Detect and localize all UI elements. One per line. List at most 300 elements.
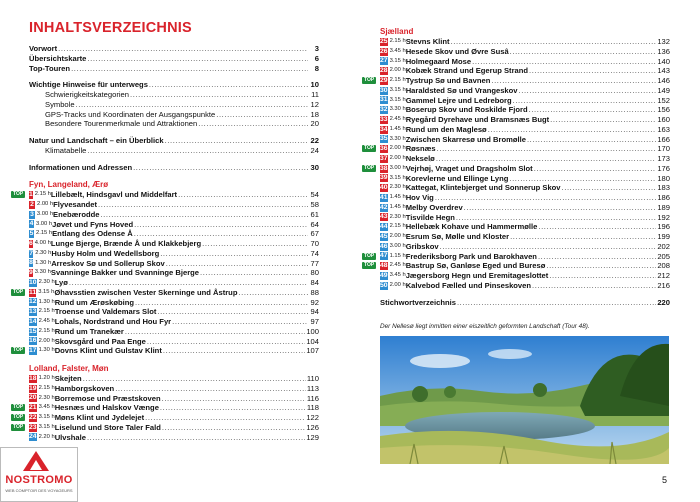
tour-duration: 3.30 h [389, 106, 406, 113]
leader-dots [162, 394, 306, 404]
tour-number: 40 [380, 184, 388, 192]
tour-name: Nekselø [405, 154, 435, 163]
tour-entry[interactable] [29, 239, 319, 249]
tour-number: 35 [380, 135, 388, 143]
leader-dots [58, 44, 308, 54]
tour-entry[interactable] [380, 105, 670, 115]
top-badge: TOP [13, 347, 24, 354]
tour-entry[interactable] [380, 96, 670, 106]
tour-entry[interactable] [380, 232, 670, 242]
tour-duration: 1.45 h [389, 194, 406, 200]
leader-dots [451, 37, 657, 47]
spacer [29, 73, 319, 80]
tour-entry[interactable] [380, 213, 670, 223]
tour-name: Vejrhøj, Vraget und Dragsholm Slot [405, 163, 533, 173]
tour-duration: 3.00 h [35, 220, 53, 227]
tour-page: 77 [310, 258, 319, 268]
leader-dots [437, 144, 657, 154]
tour-name: Troense und Valdemars Slot [54, 307, 157, 317]
tour-number: 34 [380, 125, 388, 133]
tour-page: 212 [657, 271, 670, 280]
top-badge: TOP [13, 288, 24, 295]
tour-duration: 3.30 h [389, 135, 406, 142]
tour-duration: 3.30 h [34, 269, 51, 276]
leader-dots [550, 115, 656, 125]
tour-page: 163 [657, 124, 670, 134]
toc-entry-label: GPS-Tracks und Koordinaten der Ausgangspunkte [45, 109, 216, 119]
tour-duration: 3.15 h [389, 96, 406, 103]
toc-entry-label: Informationen und Adressen [29, 162, 133, 172]
tour-number: 9 [29, 269, 33, 277]
leader-dots [135, 298, 308, 308]
tour-entry[interactable] [29, 220, 319, 230]
toc-entry[interactable] [29, 136, 319, 146]
tour-name: Enebærodde [53, 209, 100, 219]
tour-duration: 1.30 h [35, 259, 52, 266]
tour-name: Zwischen Skarresø und Bromølle [405, 134, 526, 144]
tour-number: 48 [380, 262, 388, 270]
tour-duration: 3.15 h [38, 288, 55, 295]
leader-dots [87, 54, 308, 64]
tour-page: 97 [310, 317, 319, 326]
tour-entry[interactable] [380, 115, 670, 125]
tour-number: 41 [380, 193, 388, 201]
top-badge: TOP [364, 164, 375, 171]
tour-number: 4 [29, 220, 34, 228]
tour-duration: 2.00 h [389, 67, 406, 74]
toc-entry[interactable] [29, 80, 319, 90]
tour-name: Lohals, Nordstrand und Hou Fyr [54, 317, 172, 326]
tour-number: 27 [380, 57, 388, 65]
leader-dots [149, 80, 308, 90]
leader-dots [562, 183, 657, 193]
tour-entry[interactable] [29, 384, 319, 394]
tour-entry[interactable] [380, 86, 670, 96]
tour-number: 39 [380, 174, 388, 182]
tour-entry[interactable] [29, 374, 319, 384]
tour-name: Øhavsstien zwischen Vester Skerninge und Åstrup [54, 287, 238, 297]
toc-entry-label: Übersichtskarte [29, 53, 87, 63]
tour-name: Bastrup Sø, Ganløse Eged und Buresø [405, 261, 546, 271]
tour-entry[interactable] [29, 229, 319, 239]
logo-brand: NOSTROMO [5, 474, 73, 486]
tour-name: Hesede Skov und Øvre Susâ [405, 46, 509, 56]
tour-entry[interactable] [380, 66, 670, 76]
tour-number: 46 [380, 242, 388, 250]
tour-name: Gammel Lejre und Ledreborg [405, 95, 512, 105]
tour-page: 136 [657, 46, 670, 56]
leader-dots [216, 110, 308, 120]
tour-entry[interactable] [29, 317, 319, 327]
toc-entry-label: Besondere Tourenmerkmale und Attraktionen [45, 119, 198, 129]
tour-page: 152 [657, 95, 670, 105]
leader-dots [491, 76, 656, 86]
tour-entry[interactable] [364, 261, 670, 271]
leader-dots [160, 249, 308, 259]
tour-duration: 3.00 h [389, 164, 406, 171]
tour-entry[interactable] [29, 268, 319, 278]
tour-entry[interactable] [380, 125, 670, 135]
tour-page: 80 [310, 268, 319, 278]
toc-entry-page: 22 [310, 136, 319, 145]
leader-dots [115, 384, 306, 394]
tour-entry[interactable] [380, 174, 670, 184]
leader-dots [510, 232, 656, 242]
toc-entry-page: 30 [310, 162, 319, 172]
tour-duration: 2.30 h [389, 213, 406, 220]
tour-page: 67 [310, 229, 319, 239]
tour-page: 140 [657, 56, 670, 66]
tour-name: Dovns Klint und Gulstav Klint [54, 346, 162, 356]
tour-number: 50 [380, 281, 388, 289]
leader-dots [147, 337, 305, 347]
tour-name: Jægersborg Hegn und Eremitageslottet [405, 271, 549, 280]
tour-entry[interactable] [380, 242, 670, 252]
tour-entry[interactable] [13, 346, 319, 356]
tour-entry[interactable] [380, 271, 670, 281]
tour-number: 16 [29, 337, 37, 345]
toc-entry-page: 18 [310, 109, 319, 119]
tour-duration: 2.20 h [38, 433, 55, 440]
leader-dots [198, 119, 308, 129]
tour-entry[interactable] [29, 259, 319, 269]
tour-name: Holmegaard Mose [405, 56, 472, 66]
tour-duration: 1.45 h [389, 203, 406, 210]
spacer [29, 172, 319, 179]
leader-dots [134, 220, 308, 230]
tour-name: Melby Overdrev [405, 202, 463, 212]
tour-entry[interactable] [380, 47, 670, 57]
tour-entry[interactable] [380, 203, 670, 213]
tour-entry[interactable] [380, 57, 670, 67]
leader-dots [534, 164, 657, 174]
tour-name: Røsnæs [405, 144, 436, 154]
toc-entry[interactable] [29, 100, 319, 110]
tour-name: Ryegård Dyrehave und Bramsnæs Bugt [405, 115, 550, 124]
leader-dots [509, 174, 656, 184]
tour-number: 8 [29, 259, 33, 267]
tour-name: Gribskov [405, 241, 439, 251]
tour-page: 104 [306, 336, 319, 346]
top-badge: TOP [364, 262, 375, 269]
tour-duration: 3.15 h [38, 414, 55, 420]
toc-entry-label: Stichwortverzeichnis [380, 297, 456, 307]
tour-name: Hov Vig [405, 193, 434, 202]
toc-entry[interactable] [29, 119, 319, 129]
tour-page: 143 [657, 66, 670, 76]
tour-number: 2 [30, 200, 34, 208]
tour-entry[interactable] [29, 337, 319, 347]
tour-page: 54 [310, 190, 319, 200]
tour-entry[interactable] [29, 394, 319, 404]
tour-page: 94 [310, 307, 319, 317]
tour-duration: 2.15 h [38, 308, 55, 315]
tour-entry[interactable] [29, 200, 319, 210]
nostromo-logo [0, 447, 78, 502]
tour-duration: 2.00 h [38, 337, 55, 344]
tour-page: 58 [310, 200, 319, 209]
leader-dots [529, 66, 656, 76]
section-heading: Lolland, Falster, Møn [29, 364, 109, 373]
tour-name: Boserup Skov und Roskilde Fjord [405, 105, 528, 115]
tour-number: 44 [380, 223, 388, 231]
tour-name: Jøvet und Fyns Hoved [52, 219, 134, 229]
toc-entry[interactable] [29, 64, 319, 74]
toc-entry-page: 6 [314, 53, 319, 63]
toc-entry-label: Schwierigkeitskategorien [45, 90, 129, 99]
tour-entry[interactable] [13, 190, 319, 200]
tour-name: Ulvshale [54, 432, 86, 442]
tour-name: Borremose und Præstskoven [54, 393, 161, 403]
tour-number: 1 [29, 191, 33, 199]
tour-entry[interactable] [29, 327, 319, 337]
tour-duration: 3.45 h [38, 404, 55, 411]
tour-name: Frederiksborg Park und Barokhaven [405, 251, 537, 261]
toc-entry[interactable] [29, 44, 319, 54]
leader-dots [100, 210, 308, 220]
tour-duration: 3.15 h [38, 423, 55, 430]
tour-duration: 1.15 h [389, 252, 406, 259]
toc-entry-page: 12 [310, 99, 319, 109]
tour-page: 84 [310, 278, 319, 287]
tour-duration: 2.15 h [389, 223, 406, 230]
tour-duration: 2.00 h [389, 281, 406, 288]
leader-dots [519, 86, 657, 96]
toc-entry-page: 8 [314, 63, 319, 73]
logo-subtitle: WEB COMPTOIR DES VOYAGEURS [5, 488, 73, 493]
tour-entry[interactable] [13, 413, 319, 423]
tour-duration: 2.30 h [38, 279, 55, 285]
tour-name: Skejten [54, 374, 82, 383]
leader-dots [488, 125, 657, 135]
tour-number: 49 [380, 271, 388, 279]
toc-entry-page: 20 [310, 119, 319, 129]
leader-dots [472, 57, 656, 67]
toc-entry[interactable] [29, 110, 319, 120]
toc-entry-page: 24 [310, 145, 319, 155]
tour-duration: 2.00 h [389, 233, 406, 239]
spacer [29, 356, 319, 363]
tour-entry[interactable] [29, 278, 319, 288]
tour-duration: 3.00 h [36, 210, 54, 217]
tour-number: 29 [380, 76, 388, 84]
tour-number: 23 [29, 423, 37, 431]
leader-dots [76, 100, 308, 110]
tour-duration: 2.15 h [38, 384, 55, 391]
tour-duration: 2.45 h [389, 262, 406, 269]
tour-number: 26 [380, 47, 388, 55]
toc-entry-label: Wichtige Hinweise für unterwegs [29, 80, 148, 90]
tour-page: 107 [306, 346, 319, 356]
tour-entry[interactable] [13, 422, 319, 433]
tour-page: 160 [657, 115, 670, 124]
tour-page: 199 [657, 232, 670, 241]
tour-entry[interactable] [364, 163, 670, 174]
leader-dots [165, 136, 308, 146]
toc-left-column [13, 44, 319, 442]
tour-page: 186 [657, 193, 670, 202]
tour-number: 32 [380, 106, 388, 114]
leader-dots [202, 239, 308, 249]
tour-entry[interactable] [29, 433, 319, 443]
tour-name: Lillebælt, Hindsgavl und Middelfart [50, 190, 178, 200]
toc-entry[interactable] [29, 90, 319, 100]
tour-page: 116 [306, 393, 319, 403]
tour-number: 28 [380, 67, 388, 75]
tour-duration: 2.15 h [35, 230, 53, 237]
tour-entry[interactable] [364, 76, 670, 86]
tour-name: Haraldsted Sø und Vrangeskov [405, 85, 518, 95]
tour-entry[interactable] [380, 193, 670, 203]
leader-dots [160, 403, 306, 413]
tour-page: 92 [310, 297, 319, 307]
tour-duration: 2.30 h [389, 184, 406, 191]
tour-number: 6 [29, 239, 33, 247]
tour-entry[interactable] [364, 144, 670, 154]
tour-duration: 1.45 h [389, 125, 406, 132]
tour-name: Flyvesandet [53, 200, 98, 209]
toc-entry[interactable] [29, 163, 319, 173]
top-badge: TOP [364, 252, 375, 259]
leader-dots [125, 327, 305, 337]
leader-dots [510, 47, 657, 57]
leader-dots [238, 288, 308, 298]
tour-entry[interactable] [29, 298, 319, 308]
leader-dots [172, 317, 308, 327]
tour-duration: 3.45 h [389, 272, 406, 278]
tour-name: Rund um Ærøskøbing [54, 297, 134, 307]
tour-name: Husby Holm und Wedellsborg [51, 248, 160, 258]
tour-page: 129 [306, 432, 319, 442]
tour-page: 113 [306, 383, 319, 393]
leader-dots [134, 229, 308, 239]
tour-entry[interactable] [29, 210, 319, 220]
tour-entry[interactable] [13, 403, 319, 413]
tour-entry[interactable] [29, 307, 319, 317]
leader-dots [98, 200, 308, 210]
leader-dots [166, 259, 308, 269]
top-badge: TOP [13, 404, 24, 411]
tour-name: Arreskov Sø und Sollerup Skov [51, 258, 165, 268]
tour-page: 146 [657, 76, 670, 85]
tour-name: Stevns Klint [405, 37, 450, 46]
leader-dots [163, 346, 305, 356]
leader-dots [527, 135, 656, 145]
tour-number: 17 [29, 347, 37, 355]
tour-page: 88 [310, 287, 319, 297]
page-number: 5 [662, 475, 668, 485]
toc-entry-page: 3 [314, 44, 319, 53]
tour-entry[interactable] [380, 135, 670, 145]
tour-duration: 2.30 h [38, 394, 55, 401]
toc-entry-label: Klimatabelle [45, 145, 87, 155]
tour-duration: 2.00 h [37, 201, 54, 207]
toc-entry[interactable] [29, 146, 319, 156]
tour-number: 7 [29, 249, 33, 257]
tour-page: 192 [657, 212, 670, 222]
spacer [29, 156, 319, 163]
leader-dots [538, 222, 656, 232]
toc-entry[interactable] [380, 298, 670, 308]
tour-page: 64 [310, 219, 319, 229]
tour-number: 36 [380, 145, 388, 153]
tour-number: 42 [380, 203, 388, 211]
tour-page: 173 [657, 154, 670, 163]
top-badge: TOP [13, 191, 24, 198]
toc-entry-label: Vorwort [29, 44, 58, 53]
tour-page: 202 [657, 241, 670, 251]
tour-name: Kalvebod Fælled und Pinseskoven [405, 280, 532, 290]
tour-entry[interactable] [380, 222, 670, 232]
tour-page: 166 [657, 134, 670, 144]
tour-page: 196 [657, 222, 670, 232]
tour-number: 37 [380, 154, 388, 162]
tour-duration: 3.00 h [389, 242, 406, 249]
tour-duration: 1.30 h [38, 298, 55, 305]
tour-entry[interactable] [380, 154, 670, 164]
tour-page: 74 [310, 248, 319, 258]
tour-entry[interactable] [13, 287, 319, 298]
toc-entry[interactable] [29, 54, 319, 64]
tour-name: Kattegat, Klintebjerget und Sonnerup Skov [405, 183, 561, 193]
tour-page: 132 [657, 37, 670, 46]
tour-duration: 2.15 h [389, 77, 406, 83]
tour-duration: 2.30 h [35, 249, 52, 256]
tour-number: 18 [29, 374, 37, 382]
top-badge: TOP [13, 423, 24, 430]
toc-entry-page: 220 [657, 297, 670, 307]
leader-dots [457, 298, 656, 308]
tour-number: 30 [380, 86, 388, 94]
tour-number: 24 [29, 433, 37, 441]
leader-dots [83, 374, 306, 384]
tour-name: Tisvilde Hegn [405, 212, 455, 222]
tour-number: 20 [29, 394, 37, 402]
leader-dots [157, 307, 308, 317]
tour-name: Tystrup Sø und Bavnen [405, 76, 491, 85]
tour-page: 149 [657, 85, 670, 95]
tour-entry[interactable] [380, 37, 670, 47]
tour-number: 45 [380, 232, 388, 240]
photo-caption: Der Nellesø liegt inmitten einer eiszeitlich geformten Landschaft (Tour 48). [380, 323, 590, 330]
leader-dots [440, 242, 657, 252]
tour-name: Hesnæs und Halskov Vænge [54, 403, 159, 413]
tour-entry[interactable] [380, 183, 670, 193]
leader-dots [87, 433, 305, 443]
tour-name: Korevlerne und Ellinge Lyng [405, 173, 509, 183]
tour-number: 11 [29, 288, 37, 296]
tour-duration: 3.45 h [389, 47, 406, 54]
tour-duration: 3.15 h [389, 86, 406, 93]
toc-entry-label: Natur und Landschaft – ein Überblick [29, 136, 164, 145]
leader-dots [464, 203, 657, 213]
tour-number: 3 [30, 210, 34, 218]
tour-page: 189 [657, 202, 670, 212]
tour-duration: 2.15 h [38, 327, 55, 334]
tour-entry[interactable] [380, 281, 670, 291]
tour-page: 61 [310, 209, 319, 219]
tour-page: 100 [306, 326, 319, 336]
tour-name: Hamborgskoven [54, 383, 115, 393]
leader-dots [436, 154, 657, 164]
tour-number: 47 [380, 252, 388, 260]
tour-page: 170 [657, 144, 670, 154]
tour-entry[interactable] [29, 249, 319, 259]
leader-dots [529, 105, 657, 115]
tour-entry[interactable] [364, 251, 670, 262]
tour-name: Entlang des Odense Å [52, 229, 133, 239]
tour-page: 180 [657, 173, 670, 183]
